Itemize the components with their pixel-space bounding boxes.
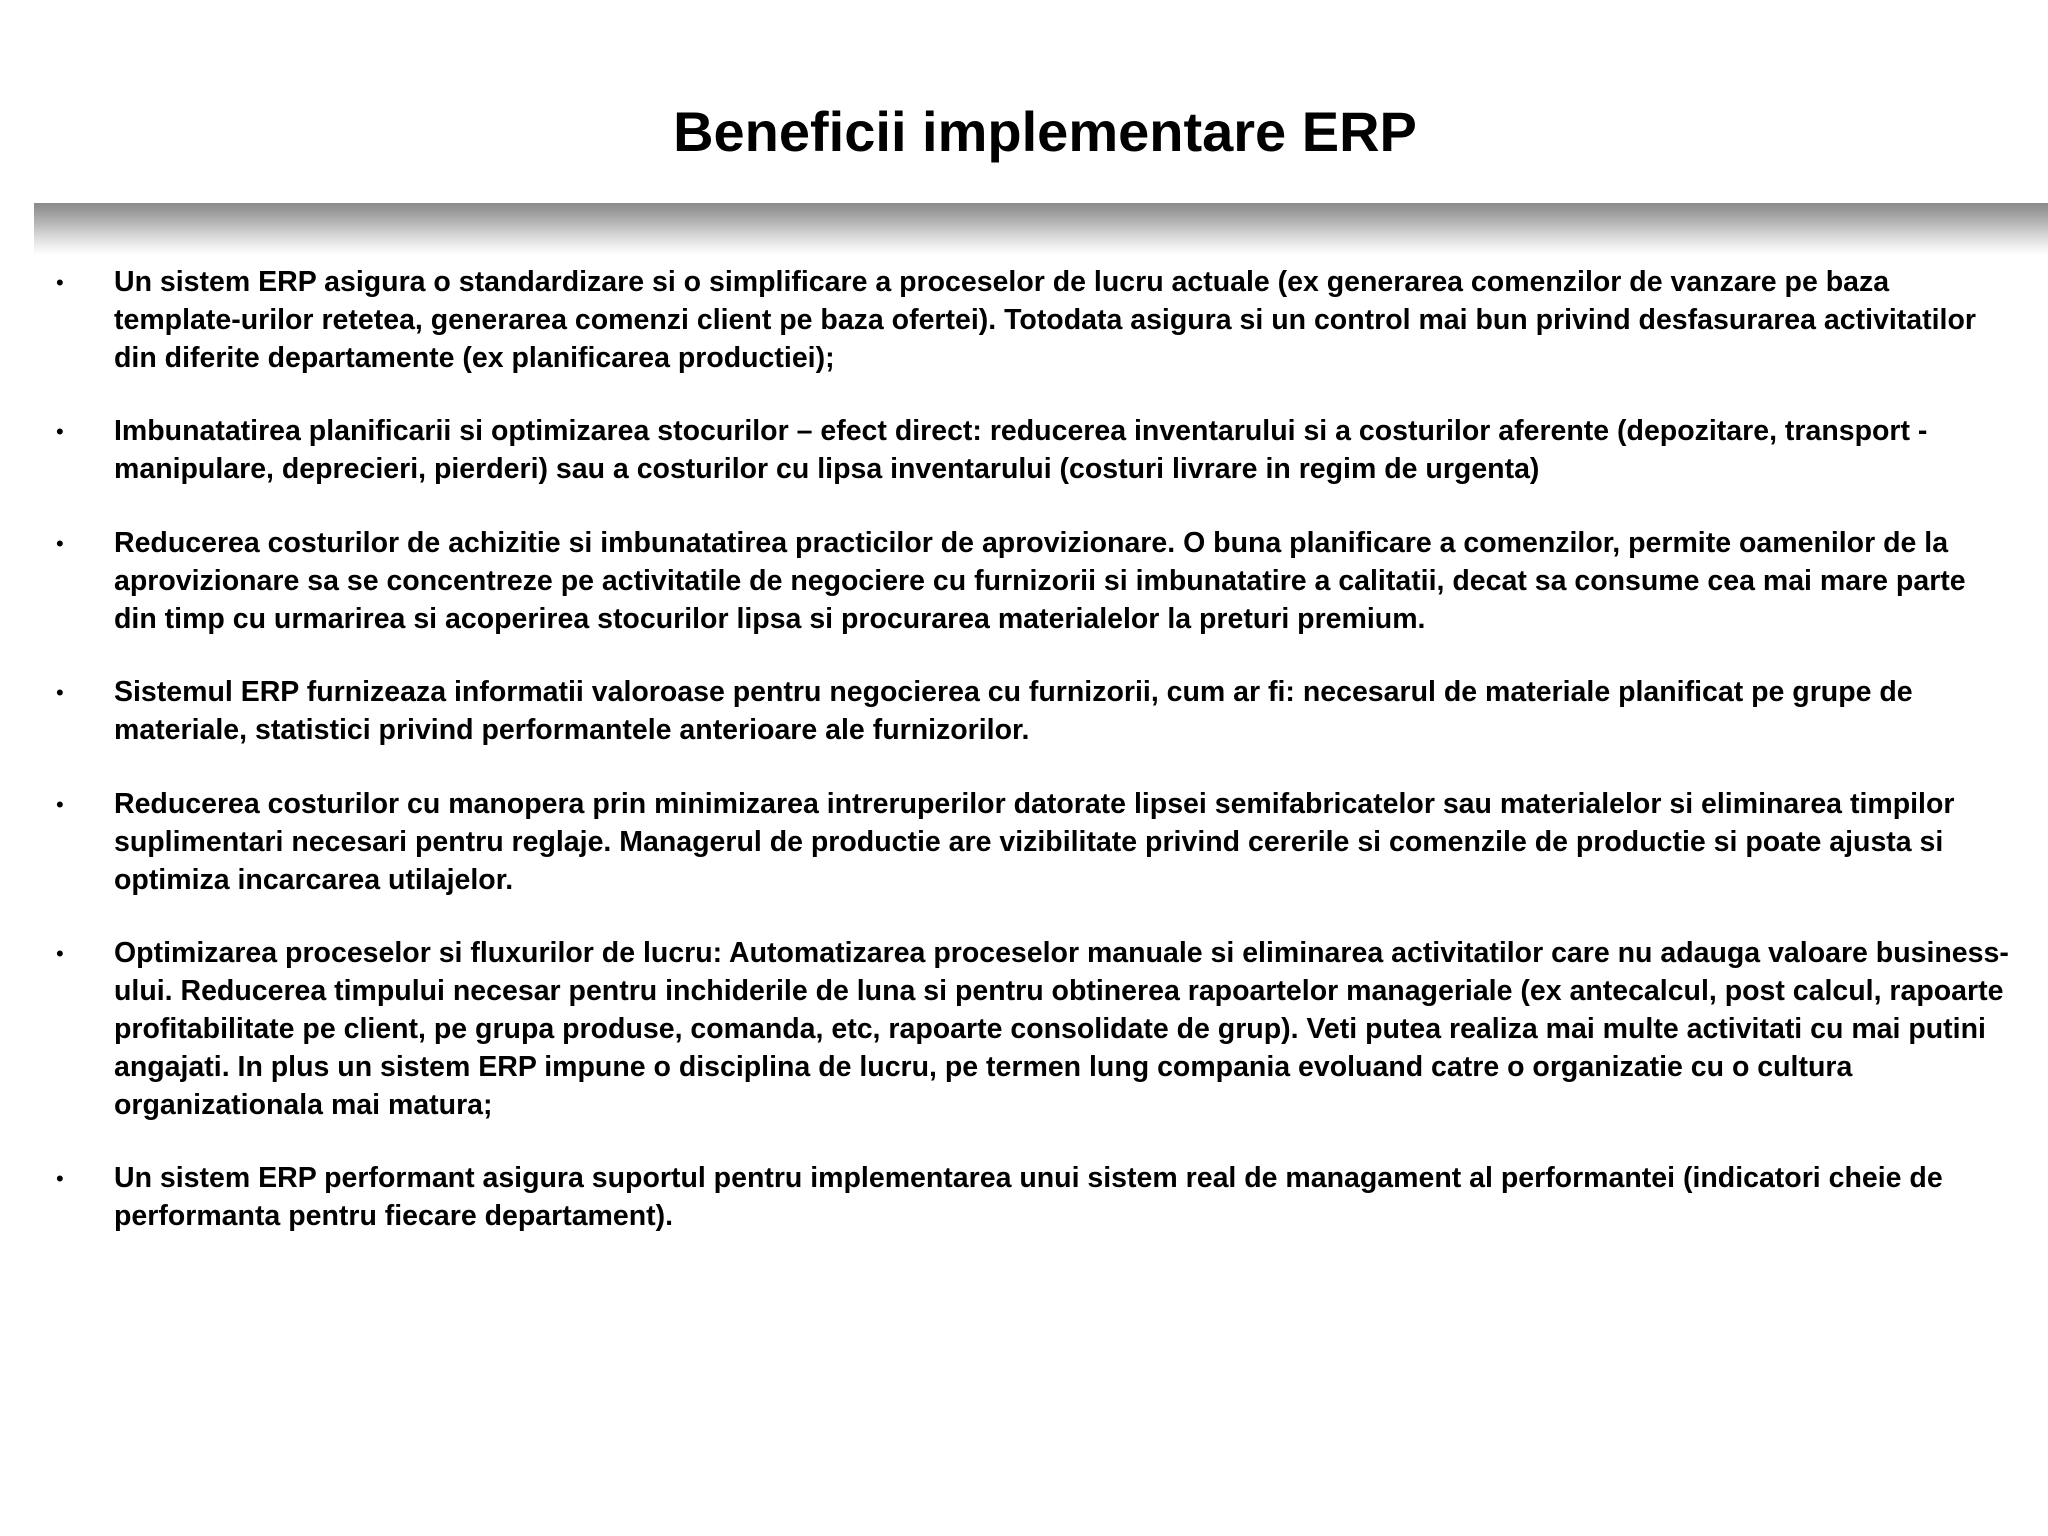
bullet-icon: • [56,270,64,295]
bullet-icon: • [56,530,64,556]
list-item [56,1160,2016,1236]
bullet-text: Sistemul ERP furnizeaza informatii valoroase pentru negocierea cu furnizorii, cum ar fi: necesarul de materiale planificat pe grupe de materiale, statistici privind performantele anterioare ale furnizorilor. [114,676,1913,747]
list-item [56,786,2016,899]
slide-title: Beneficii implementare ERP [673,100,1417,163]
bullet-text: Un sistem ERP performant asigura suportul pentru implementarea unui sistem real de managament al performantei (indicatori cheie de performanta pentru fiecare departament). [114,1162,1943,1233]
list-item [56,264,2016,377]
bullet-icon: • [56,791,64,817]
list-item [56,413,2016,489]
bullet-text: Reducerea costurilor de achizitie si imbunatatirea practicilor de aprovizionare. O buna planificare a comenzilor, permite oamenilor de la aprovizionare sa se concentreze pe activitatile de negociere cu furnizorii si imbunatatire a calitatii, decat sa consume cea mai mare parte din timp cu urmarirea si acoperirea stocurilor lipsa si procurarea materialelor la preturi premium. [114,526,1966,635]
list-item [56,935,2016,1124]
bullet-list [56,264,2016,1272]
bullet-icon: • [56,680,64,706]
bullet-text: Imbunatatirea planificarii si optimizarea stocurilor – efect direct: reducerea inventarului si a costurilor aferente (depozitare, transport - manipulare, deprecieri, pierderi) sau a costurilor cu lipsa inventarului (costuri livrare in regim de urgenta) [114,415,1928,486]
bullet-icon: • [56,941,64,967]
bullet-icon: • [56,1166,64,1192]
list-item [56,525,2016,638]
list-item [56,674,2016,750]
bullet-text: Un sistem ERP asigura o standardizare si o simplificare a proceselor de lucru actuale (ex generarea comenzilor de vanzare pe baza template-urilor retetea, generarea comenzi client pe baza ofertei). Totodata asigura si un control mai bun privind desfasurarea activitatilor din diferite departamente (ex planificarea productiei); [114,266,1976,374]
bullet-icon: • [56,419,64,445]
bullet-text: Optimizarea proceselor si fluxurilor de lucru: Automatizarea proceselor manuale si eliminarea activitatilor care nu adauga valoare business-ului. Reducerea timpului necesar pentru inchiderile de luna si pentru obtinerea rapoartelor manageriale (ex antecalcul, post calcul, rapoarte profitabilitate pe client, pe grupa produse, comanda, etc, rapoarte consolidate de grup). Veti putea realiza mai multe activitati cu mai putini angajati. In plus un sistem ERP impune o disciplina de lucru, pe termen lung compania evoluand catre o organizatie cu o cultura organizationala mai matura; [114,937,2009,1121]
bullet-text: Reducerea costurilor cu manopera prin minimizarea intreruperilor datorate lipsei semifabricatelor sau materialelor si eliminarea timpilor suplimentari necesari pentru reglaje. Managerul de productie are vizibilitate privind cererile si comenzile de productie si poate ajusta si optimiza incarcarea utilajelor. [114,787,1955,896]
title-underline-bar [34,203,2048,255]
